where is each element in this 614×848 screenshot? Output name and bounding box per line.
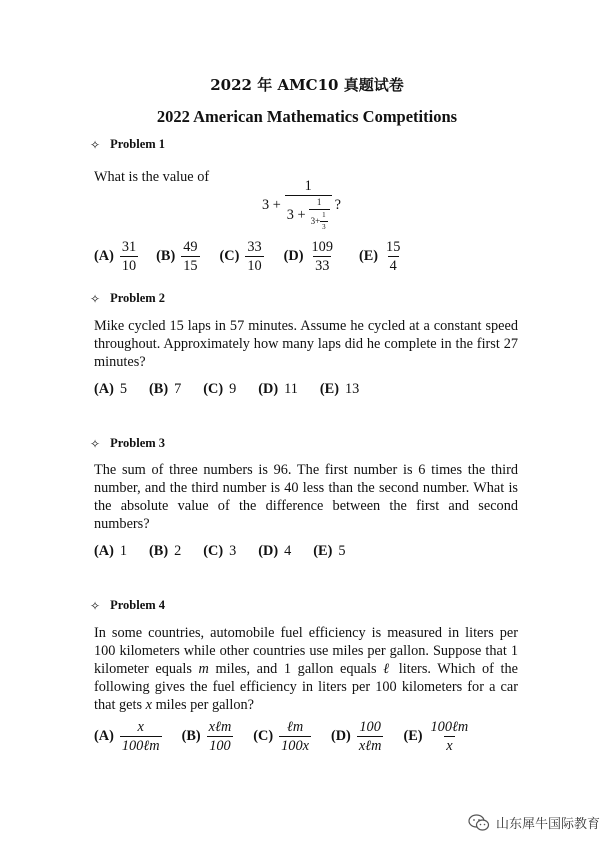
choice-c[interactable]: (C) 9: [203, 381, 237, 397]
expr-innermost-den: 3: [322, 223, 326, 232]
problem-4-heading: [90, 598, 165, 613]
choice-d[interactable]: (D) $\frac{109}{33}$: [283, 239, 333, 275]
watermark-text: 山东犀牛国际教育: [495, 817, 600, 832]
problem-1-choices: [94, 240, 402, 274]
problem-3-text: The sum of three numbers is 96. The first number is 6 times the third number, and the third number is 40 less than the second number. What is the absolute value of the difference between the first and second numbers?: [94, 462, 518, 532]
choice-b[interactable]: (B) $\frac{49}{15}$: [156, 239, 198, 275]
expr-inner-den: [309, 209, 330, 231]
diamond-bullet-icon: ✧: [90, 291, 101, 306]
problem-3-choices: [94, 543, 345, 560]
problem-1-expression: [262, 179, 341, 231]
problem-2-text: Mike cycled 15 laps in 57 minutes. Assume he cycled at a constant speed throughout. Approximately how many laps did he complete in the first 27 minutes?: [94, 318, 518, 370]
expr-inner-den-lead: 3+: [310, 216, 321, 227]
watermark: [468, 813, 600, 832]
choice-d[interactable]: (D) $\frac{100}{\text{xℓm}}$: [330, 719, 382, 755]
expr-main-fraction: [285, 179, 332, 231]
diamond-bullet-icon: ✧: [90, 436, 101, 451]
expr-main-num: 1: [304, 178, 312, 194]
problem-2-heading: [90, 291, 165, 306]
problem-1-heading-label: Problem 1: [110, 137, 166, 151]
problem-3-heading-label: Problem 3: [110, 436, 166, 450]
expr-inner-fraction: [309, 198, 330, 231]
choice-d[interactable]: (D) 4: [258, 543, 292, 559]
choice-b[interactable]: (B) 7: [149, 381, 182, 397]
diamond-bullet-icon: ✧: [90, 598, 101, 613]
choice-e[interactable]: (E) 13: [319, 381, 360, 397]
expr-inner-num: 1: [316, 197, 322, 208]
choice-b[interactable]: (B) 2: [149, 543, 182, 559]
choice-d[interactable]: (D) 11: [258, 381, 298, 397]
wechat-icon: [468, 814, 490, 832]
choice-e[interactable]: (E) $\frac{15}{4}$: [358, 239, 401, 275]
choice-b[interactable]: (B) $\frac{\text{xℓm}}{100}$: [181, 719, 232, 755]
choice-a[interactable]: (A) 5: [94, 381, 128, 397]
problem-3-heading: [90, 436, 165, 451]
problem-1-text: What is the value of: [94, 169, 210, 185]
expr-den-lead: 3 +: [286, 206, 306, 223]
page-title-cn: 2022 年 AMC10 真题试卷: [210, 76, 404, 94]
expr-tail: ?: [334, 196, 342, 213]
expr-lead: 3 +: [262, 196, 281, 213]
expr-innermost-num: 1: [322, 211, 326, 220]
choice-a[interactable]: (A) $\frac{x}{\text{100ℓm}}$: [94, 719, 160, 755]
choice-a[interactable]: (A) $\frac{31}{10}$: [94, 239, 137, 275]
problem-4-heading-label: Problem 4: [110, 598, 166, 612]
choice-a[interactable]: (A) 1: [94, 543, 128, 559]
problem-2-choices: [94, 381, 359, 398]
expr-innermost-fraction: [320, 212, 328, 231]
problem-2-heading-label: Problem 2: [110, 291, 166, 305]
diamond-bullet-icon: ✧: [90, 137, 101, 152]
problem-4-text: In some countries, automobile fuel efficiency is measured in liters per 100 kilometers while other countries use miles per gallon. Suppose that 1 kilometer equals m miles, and 1 gallon equals ℓ liters. Which of the following gives the fuel efficiency in liters per 100 kilometers for a car that gets x miles per gallon?: [94, 625, 519, 713]
expr-main-den: [285, 195, 332, 231]
problem-1-heading: [90, 137, 165, 152]
choice-c[interactable]: (C) $\frac{33}{10}$: [219, 239, 262, 275]
choice-c[interactable]: (C) 3: [203, 543, 237, 559]
choice-e[interactable]: (E) 5: [313, 543, 346, 559]
problem-4-choices: [94, 720, 470, 754]
page-title-en: 2022 American Mathematics Competitions: [156, 107, 458, 126]
choice-e[interactable]: (E) $\frac{\text{100ℓm}}{x}$: [403, 719, 469, 755]
choice-c[interactable]: (C) $\frac{\text{ℓm}}{100x}$: [253, 719, 309, 755]
